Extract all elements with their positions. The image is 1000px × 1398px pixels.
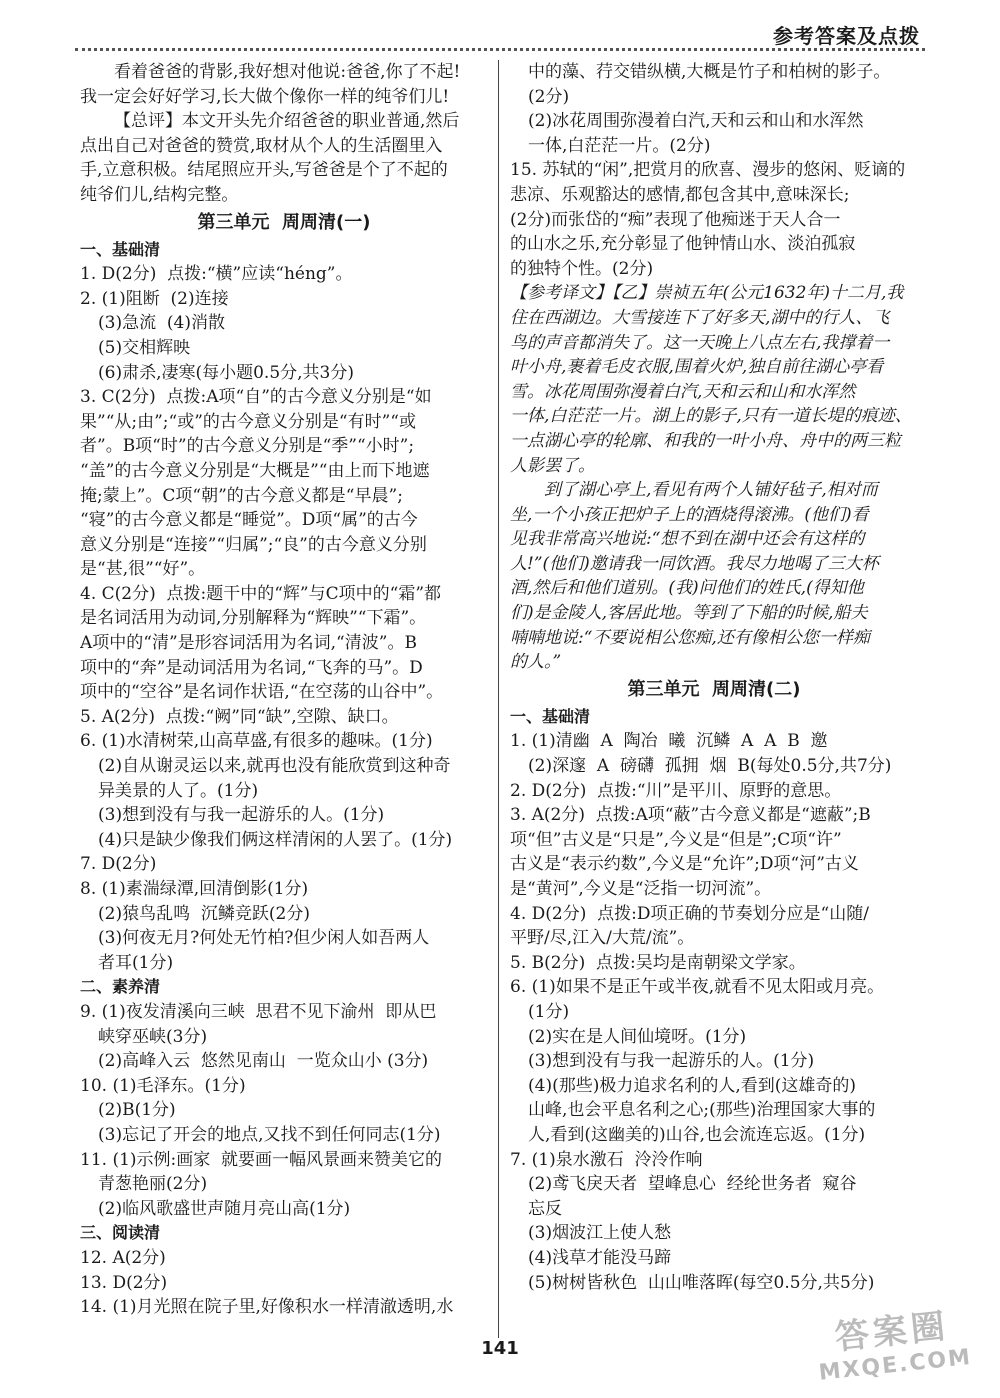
text-line: (2)鸢飞戾天者 望峰息心 经纶世务者 窥谷 [528, 1174, 857, 1195]
text-line: 一点湖心亭的轮廓、和我的一叶小舟、舟中的两三粒 [510, 430, 901, 451]
text-line: (4)浅草才能没马蹄 [528, 1247, 672, 1268]
text-line: 项中的“奔”是动词活用为名词,“飞奔的马”。D [80, 657, 423, 678]
text-line: 中的藻、荇交错纵横,大概是竹子和柏树的影子。 [528, 62, 891, 82]
text-line: (3)想到没有与我一起游乐的人。(1分) [98, 805, 385, 826]
text-line: 的独特个性。(2分) [510, 258, 654, 279]
text-line: 我一定会好好学习,长大做个像你一样的纯爷们儿! [80, 86, 450, 107]
text-line: 青葱艳丽(2分) [98, 1174, 208, 1195]
text-line: 叶小舟,裹着毛皮衣服,围着火炉,独自前往湖心亭看 [510, 357, 884, 378]
text-line: (5)交相辉映 [98, 337, 191, 358]
text-line: 1. (1)清幽 A 陶冶 曦 沉鳞 A A B 邀 [510, 731, 828, 752]
text-line: 的山水之乐,充分彰显了他钟情山水、淡泊孤寂 [510, 234, 856, 255]
section-heading: 二、素养清 [80, 977, 161, 997]
text-line: 4. C(2分) 点拨:题干中的“辉”与C项中的“霜”都 [80, 583, 442, 604]
text-line: (2)临风歌盛世声随月亮山高(1分) [98, 1198, 351, 1219]
text-line: (4)只是缺少像我们俩这样清闲的人罢了。(1分) [98, 829, 453, 850]
text-line: 雪。冰花周围弥漫着白汽,天和云和山和水浑然 [510, 381, 856, 402]
text-line: (2)自从谢灵运以来,就再也没有能欣赏到这种奇 [98, 756, 451, 777]
text-line: 古义是“表示约数”,今义是“允许”;D项“河”古义 [510, 854, 859, 875]
text-line: 7. (1)泉水激石 泠泠作响 [510, 1149, 703, 1170]
text-line: 是“黄河”,今义是“泛指一切河流”。 [510, 879, 772, 899]
text-line: 喃喃地说:“不要说相公您痴,还有像相公您一样痴 [510, 627, 870, 648]
section-heading: 三、阅读清 [80, 1223, 161, 1243]
text-line: 酒,然后和他们道别。(我)问他们的姓氏,(得知他 [510, 578, 864, 599]
watermark-logo [813, 1296, 974, 1386]
text-line: 是“甚,很”“好”。 [80, 559, 206, 580]
text-line: 【参考译文】【乙】崇祯五年(公元1632年)十二月,我 [510, 283, 904, 304]
column-divider [498, 60, 499, 1338]
text-line: 项中的“空谷”是名词作状语,“在空荡的山谷中”。 [80, 682, 444, 703]
text-line: 见我非常高兴地说:“想不到在湖中还会有这样的 [510, 529, 865, 550]
text-line: 是名词活用为动词,分别解释为“辉映”“下霜”。 [80, 608, 427, 629]
text-line: (2分)而张岱的“痴”表现了他痴迷于天人合一 [510, 209, 841, 230]
text-line: 2. D(2分) 点拨:“川”是平川、原野的意思。 [510, 780, 842, 801]
section-title: 第三单元 周周清(二) [627, 678, 801, 700]
text-line: 到了湖心亭上,看见有两个人铺好毡子,相对而 [544, 480, 878, 501]
watermark-text: 答案圈 [833, 1306, 951, 1358]
text-line: 6. (1)如果不是正午或半夜,就看不见太阳或月亮。 [510, 977, 885, 998]
text-line: 人影罢了。 [510, 455, 595, 476]
text-line: 平野/尽,江入/大荒/流”。 [510, 928, 695, 949]
text-line: 点出自己对爸爸的赞赏,取材从个人的生活圈里入 [80, 135, 443, 156]
text-line: 1. D(2分) 点拨:“横”应读“héng”。 [80, 264, 353, 285]
text-line: 山峰,也会平息名利之心;(那些)治理国家大事的 [528, 1100, 876, 1121]
section-heading: 一、基础清 [510, 706, 591, 726]
text-line: (3)急流 (4)消散 [98, 313, 225, 334]
header-divider [75, 48, 925, 51]
text-line: 11. (1)示例:画家 就要画一幅风景画来赞美它的 [80, 1149, 443, 1170]
text-line: (6)肃杀,凄寒(每小题0.5分,共3分) [98, 362, 355, 383]
text-line: 峡穿巫峡(3分) [98, 1026, 208, 1047]
text-line: 10. (1)毛泽东。(1分) [80, 1075, 246, 1096]
text-line: 6. (1)水清树荣,山高草盛,有很多的趣味。(1分) [80, 731, 433, 752]
text-line: 人,看到(这幽美的)山谷,也会流连忘返。(1分) [528, 1124, 866, 1145]
text-line: 7. D(2分) [80, 854, 157, 875]
watermark-url: MXQE.COM [817, 1344, 974, 1386]
text-line: 的人。” [510, 652, 562, 673]
text-line: 们)是金陵人,客居此地。等到了下船的时候,船夫 [510, 603, 868, 624]
text-line: (2)冰花周围弥漫着白汽,天和云和山和水浑然 [528, 111, 864, 132]
left-column [80, 60, 488, 1320]
text-line: A项中的“清”是形容词活用为名词,“清波”。B [80, 633, 417, 654]
text-line: 项“但”古义是“只是”,今义是“但是”;C项“许” [510, 829, 842, 850]
text-line: (2分) [528, 86, 570, 107]
text-line: 2. (1)阻断 (2)连接 [80, 288, 229, 309]
text-line: 意义分别是“连接”“归属”;“良”的古今意义分别 [80, 534, 427, 555]
text-line: (2)高峰入云 悠然见南山 一览众山小 (3分) [98, 1051, 429, 1072]
text-line: (2)深邃 A 磅礴 孤拥 烟 B(每处0.5分,共7分) [528, 756, 892, 777]
text-line: (2)猿鸟乱鸣 沉鳞竞跃(2分) [98, 903, 310, 924]
text-line: (3)何夜无月?何处无竹柏?但少闲人如吾两人 [98, 928, 430, 949]
section-title: 第三单元 周周清(一) [197, 211, 371, 233]
text-line: 忘反 [528, 1198, 562, 1219]
text-line: (1分) [528, 1001, 570, 1022]
text-line: (3)想到没有与我一起游乐的人。(1分) [528, 1051, 815, 1072]
text-line: “寝”的古今意义都是“睡觉”。D项“属”的古今 [80, 510, 418, 531]
text-line: 者耳(1分) [98, 952, 174, 973]
text-line: 果”“从;由”;“或”的古今意义分别是“有时”“或 [80, 411, 416, 432]
page-header-title: 参考答案及点拨 [773, 24, 920, 48]
text-line: 9. (1)夜发清溪向三峡 思君不见下渝州 即从巴 [80, 1001, 437, 1022]
text-line: (4)(那些)极力追求名利的人,看到(这雄奇的) [528, 1075, 857, 1096]
text-line: 5. A(2分) 点拨:“阙”同“缺”,空隙、缺口。 [80, 706, 399, 727]
right-column [510, 60, 918, 1295]
text-line: (3)烟波江上使人愁 [528, 1223, 672, 1244]
text-line: (3)忘记了开会的地点,又找不到任何同志(1分) [98, 1124, 441, 1145]
text-line: 纯爷们儿,结构完整。 [80, 184, 239, 205]
text-line: 住在西湖边。大雪接连下了好多天,湖中的行人、飞 [510, 307, 890, 328]
text-line: (2)实在是人间仙境呀。(1分) [528, 1026, 747, 1047]
text-line: 14. (1)月光照在院子里,好像积水一样清澈透明,水 [80, 1297, 454, 1318]
page-number: 141 [481, 1338, 519, 1359]
text-line: 3. C(2分) 点拨:A项“自”的古今意义分别是“如 [80, 387, 432, 408]
text-line: 5. B(2分) 点拨:吴均是南朝梁文学家。 [510, 952, 806, 973]
text-line: 人!”(他们)邀请我一同饮酒。我尽力地喝了三大杯 [510, 553, 879, 574]
text-line: “盖”的古今意义分别是“大概是”“由上而下地遮 [80, 460, 430, 481]
section-heading: 一、基础清 [80, 239, 161, 259]
text-line: 坐,一个小孩正把炉子上的酒烧得滚沸。(他们)看 [510, 504, 869, 525]
text-line: 异美景的人了。(1分) [98, 780, 259, 801]
text-line: (5)树树皆秋色 山山唯落晖(每空0.5分,共5分) [528, 1272, 875, 1293]
text-line: 【总评】本文开头先介绍爸爸的职业普通,然后 [114, 111, 460, 132]
text-line: 鸟的声音都消失了。这一天晚上八点左右,我撑着一 [510, 332, 890, 353]
text-line: 15. 苏轼的“闲”,把赏月的欣喜、漫步的悠闲、贬谪的 [510, 160, 906, 181]
text-line: 一体,白茫茫一片。湖上的影子,只有一道长堤的痕迹、 [510, 406, 912, 427]
text-line: 4. D(2分) 点拨:D项正确的节奏划分应是“山随/ [510, 903, 869, 924]
text-line: 掩;蒙上”。C项“朝”的古今意义都是“早晨”; [80, 485, 403, 506]
text-line: 者”。B项“时”的古今意义分别是“季”“小时”; [80, 436, 415, 457]
text-line: (2)B(1分) [98, 1100, 176, 1121]
text-line: 看着爸爸的背影,我好想对他说:爸爸,你了不起! [114, 62, 461, 82]
text-line: 13. D(2分) [80, 1272, 168, 1293]
text-line: 12. A(2分) [80, 1247, 166, 1268]
text-line: 一体,白茫茫一片。(2分) [528, 135, 711, 156]
text-line: 手,立意积极。结尾照应开头,写爸爸是个了不起的 [80, 160, 448, 181]
text-line: 8. (1)素湍绿潭,回清倒影(1分) [80, 879, 309, 899]
text-line: 3. A(2分) 点拨:A项“蔽”古今意义都是“遮蔽”;B [510, 805, 871, 826]
text-line: 悲凉、乐观豁达的感情,都包含其中,意味深长; [510, 184, 850, 205]
